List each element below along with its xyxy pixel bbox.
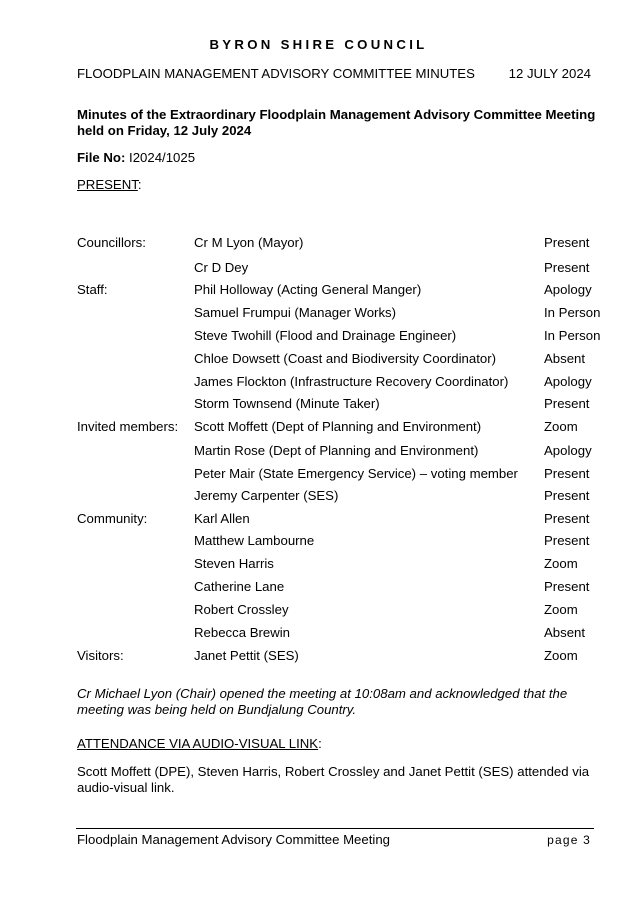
document-subtitle: FLOODPLAIN MANAGEMENT ADVISORY COMMITTEE MINUTES [77,66,475,81]
file-number [77,150,195,165]
attendee-row [0,511,637,529]
attendee-category: Councillors: [77,235,146,250]
attendee-name: Samuel Frumpui (Manager Works) [194,305,397,320]
attendee-row [0,374,637,392]
attendee-row [0,419,637,437]
attendance-heading-text: ATTENDANCE VIA AUDIO-VISUAL LINK [77,736,319,751]
attendee-row [0,328,637,346]
attendee-status: Present [544,260,590,275]
attendee-status: Zoom [544,648,578,663]
attendee-status: In Person [544,305,601,320]
attendee-status: Zoom [544,602,578,617]
attendee-status: Present [544,579,590,594]
file-number-label: File No: [77,150,126,165]
attendee-status: In Person [544,328,601,343]
document-date: 12 JULY 2024 [508,66,591,81]
attendance-heading-colon: : [318,736,322,751]
attendee-name: Steve Twohill (Flood and Drainage Engineer) [194,328,457,343]
attendee-status: Absent [544,625,586,640]
attendee-status: Zoom [544,419,578,434]
file-number-value: I2024/1025 [129,150,196,165]
footer-divider [76,828,594,829]
attendee-status: Present [544,466,590,481]
present-heading-text: PRESENT [77,177,138,192]
attendee-name: Scott Moffett (Dept of Planning and Environment) [194,419,482,434]
attendee-status: Apology [544,374,592,389]
attendee-name: Storm Townsend (Minute Taker) [194,396,380,411]
attendee-name: Peter Mair (State Emergency Service) – voting member [194,466,518,481]
attendee-status: Present [544,235,590,250]
attendee-row [0,625,637,643]
attendee-name: Cr D Dey [194,260,249,275]
attendee-status: Zoom [544,556,578,571]
attendee-row [0,235,637,253]
attendee-status: Absent [544,351,586,366]
attendee-row [0,282,637,300]
attendee-row [0,533,637,551]
attendee-name: James Flockton (Infrastructure Recovery Coordinator) [194,374,509,389]
attendee-status: Present [544,488,590,503]
attendee-category: Staff: [77,282,108,297]
attendance-text: Scott Moffett (DPE), Steven Harris, Robert Crossley and Janet Pettit (SES) attended via audio-visual link. [77,764,590,795]
attendee-name: Jeremy Carpenter (SES) [194,488,339,503]
attendee-row [0,260,637,278]
attendee-name: Steven Harris [194,556,274,571]
attendee-name: Robert Crossley [194,602,289,617]
attendee-status: Apology [544,443,592,458]
attendee-name: Rebecca Brewin [194,625,291,640]
attendee-category: Community: [77,511,148,526]
present-heading [77,177,142,192]
attendee-name: Cr M Lyon (Mayor) [194,235,304,250]
attendee-row [0,648,637,666]
council-name: BYRON SHIRE COUNCIL [209,37,428,52]
attendee-row [0,556,637,574]
attendee-status: Present [544,396,590,411]
attendee-row [0,579,637,597]
minutes-heading: Minutes of the Extraordinary Floodplain Management Advisory Committee Meeting held on Friday, 12 July 2024 [77,107,596,138]
attendee-status: Present [544,511,590,526]
attendee-status: Apology [544,282,592,297]
attendee-row [0,305,637,323]
attendee-row [0,351,637,369]
footer-title: Floodplain Management Advisory Committee Meeting [77,832,390,847]
chair-note: Cr Michael Lyon (Chair) opened the meeting at 10:08am and acknowledged that the meeting was being held on Bundjalung Country. [77,686,568,717]
attendee-name: Karl Allen [194,511,250,526]
attendee-name: Janet Pettit (SES) [194,648,299,663]
page-number: page 3 [547,833,591,847]
attendee-name: Phil Holloway (Acting General Manger) [194,282,422,297]
attendee-row [0,396,637,414]
attendee-category: Visitors: [77,648,124,663]
attendee-row [0,602,637,620]
present-heading-colon: : [137,177,142,192]
attendee-row [0,466,637,484]
attendee-name: Chloe Dowsett (Coast and Biodiversity Coordinator) [194,351,496,366]
attendee-status: Present [544,533,590,548]
attendee-category: Invited members: [77,419,179,434]
attendee-name: Matthew Lambourne [194,533,315,548]
attendee-name: Martin Rose (Dept of Planning and Environment) [194,443,479,458]
attendee-name: Catherine Lane [194,579,285,594]
attendee-row [0,443,637,461]
attendee-row [0,488,637,506]
attendance-heading [77,736,322,751]
